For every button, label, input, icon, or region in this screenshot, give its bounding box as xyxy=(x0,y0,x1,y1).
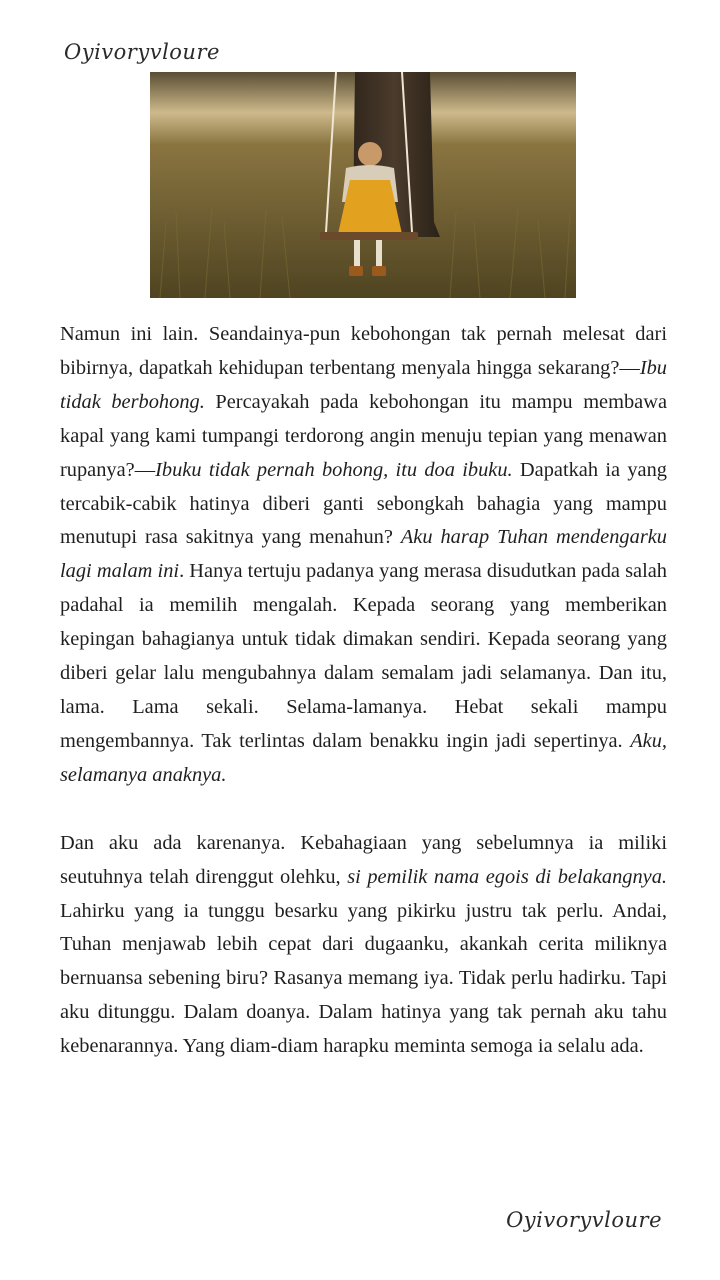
paragraph-2 xyxy=(60,827,667,1064)
text-segment: Lahirku yang ia tunggu besarku yang pikirku justru tak perlu. Andai, Tuhan menjawab lebih cepat dari dugaanku, akankah cerita miliknya bernuansa sebening biru? Rasanya memang iya. Tidak perlu hadirku. Tapi aku ditunggu. Dalam doanya. Dalam hatinya yang tak pernah aku tahu kebenarannya. Yang diam-diam harapku meminta semoga ia selalu ada. xyxy=(60,899,667,1058)
italic-text-segment: Aku, selamanya anaknya. xyxy=(60,729,667,786)
italic-text-segment: Aku harap Tuhan mendengarku lagi malam ini xyxy=(60,526,668,583)
story-text xyxy=(60,318,667,1064)
signature-bottom: Oyivoryvloure xyxy=(506,1208,662,1232)
text-segment: Dapatkah ia yang tercabik-cabik hatinya diberi ganti sebongkah bahagia yang mampu menutupi rasa sakitnya yang menahun? xyxy=(60,458,667,549)
text-segment: Dan aku ada karenanya. Kebahagiaan yang sebelumnya ia miliki seutuhnya telah direnggut olehku, xyxy=(60,831,667,888)
italic-text-segment: Ibu tidak berbohong. xyxy=(60,356,667,413)
girl-on-swing-photo xyxy=(150,72,576,298)
text-segment: Percayakah pada kebohongan itu mampu membawa kapal yang kami tumpangi terdorong angin menuju tepian yang menawan rupanya?— xyxy=(60,390,667,481)
text-segment: . Hanya tertuju padanya yang merasa disudutkan pada salah padahal ia memilih mengalah. Kepada seorang yang memberikan kepingan bahagianya untuk tidak dimakan sendiri. Kepada seorang yang diberi gelar lalu mengubahnya dalam semalam jadi selamanya. Dan itu, lama. Lama sekali. Selama-lamanya. Hebat sekali mampu mengembannya. Tak terlintas dalam benakku ingin jadi sepertinya. xyxy=(60,560,667,752)
signature-top: Oyivoryvloure xyxy=(64,40,220,64)
italic-text-segment: Ibuku tidak pernah bohong, itu doa ibuku. xyxy=(155,458,513,481)
italic-text-segment: si pemilik nama egois di belakangnya. xyxy=(347,865,667,888)
text-segment: Namun ini lain. Seandainya-pun kebohongan tak pernah melesat dari bibirnya, dapatkah kehidupan terbentang menyala hingga sekarang?— xyxy=(60,323,667,379)
paragraph-1 xyxy=(60,318,667,793)
